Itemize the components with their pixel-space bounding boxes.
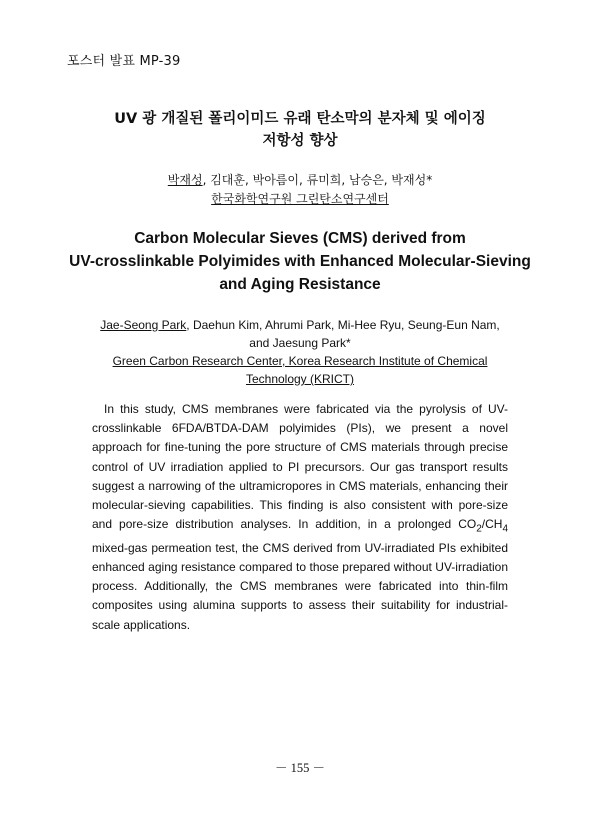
english-author-list-line-2: and Jaesung Park*: [249, 336, 351, 350]
english-other-authors: , Daehun Kim, Ahrumi Park, Mi-Hee Ryu, Seung-Eun Nam,: [186, 318, 500, 332]
english-title: [40, 227, 560, 296]
abstract-text-part-2: /CH: [481, 517, 503, 532]
abstract-text-part-1: In this study, CMS membranes were fabricated via the pyrolysis of UV-crosslinkable 6FDA/BTDA-DAM polyimides (PIs), we present a novel approach for fine-tuning the pore structure of CMS materials through precise control of UV irradiation applied to PI precursors. Our gas transport results suggest a narrowing of the ultramicropores in CMS materials, enhancing their molecular-sieving capabilities. This finding is also consistent with pore-size and pore-size distribution analyses. In addition, in a prolonged CO: [92, 402, 508, 532]
korean-title: [0, 108, 600, 152]
english-title-line-1: Carbon Molecular Sieves (CMS) derived from: [134, 230, 466, 247]
korean-authors-block: [0, 171, 600, 209]
abstract-subscript-1: 2: [476, 523, 482, 535]
abstract-paragraph: [92, 400, 508, 635]
korean-affiliation: 한국화학연구원 그린탄소연구센터: [211, 192, 389, 206]
session-label: 포스터 발표 MP-39: [67, 54, 181, 69]
english-affiliation-line-1: Green Carbon Research Center, Korea Research Institute of Chemical: [112, 354, 488, 368]
abstract-subscript-2: 4: [502, 523, 508, 535]
page-number: － 155 －: [274, 761, 325, 775]
korean-other-authors: , 김대훈, 박아름이, 류미희, 남승은, 박재성*: [202, 173, 433, 187]
english-affiliation-line-2: Technology (KRICT): [245, 372, 355, 386]
english-title-line-2: UV-crosslinkable Polyimides with Enhanced Molecular-Sieving: [69, 253, 531, 270]
korean-first-author: 박재성: [167, 173, 203, 187]
korean-title-line-1: UV 광 개질된 폴리이미드 유래 탄소막의 분자체 및 에이징: [114, 111, 486, 127]
english-title-line-3: and Aging Resistance: [219, 276, 381, 293]
english-authors-block: [70, 316, 530, 388]
english-first-author: Jae-Seong Park: [100, 318, 187, 332]
english-author-list: [70, 316, 530, 334]
korean-author-list: [0, 171, 600, 190]
abstract-text-part-3: mixed-gas permeation test, the CMS derived from UV-irradiated PIs exhibited enhanced aging resistance compared to those prepared without UV-irradiation process. Additionally, the CMS membranes were fabricated into thin-film composites using alumina supports to assess their suitability for industrial-scale applications.: [92, 540, 508, 632]
korean-title-line-2: 저항성 향상: [262, 133, 338, 149]
